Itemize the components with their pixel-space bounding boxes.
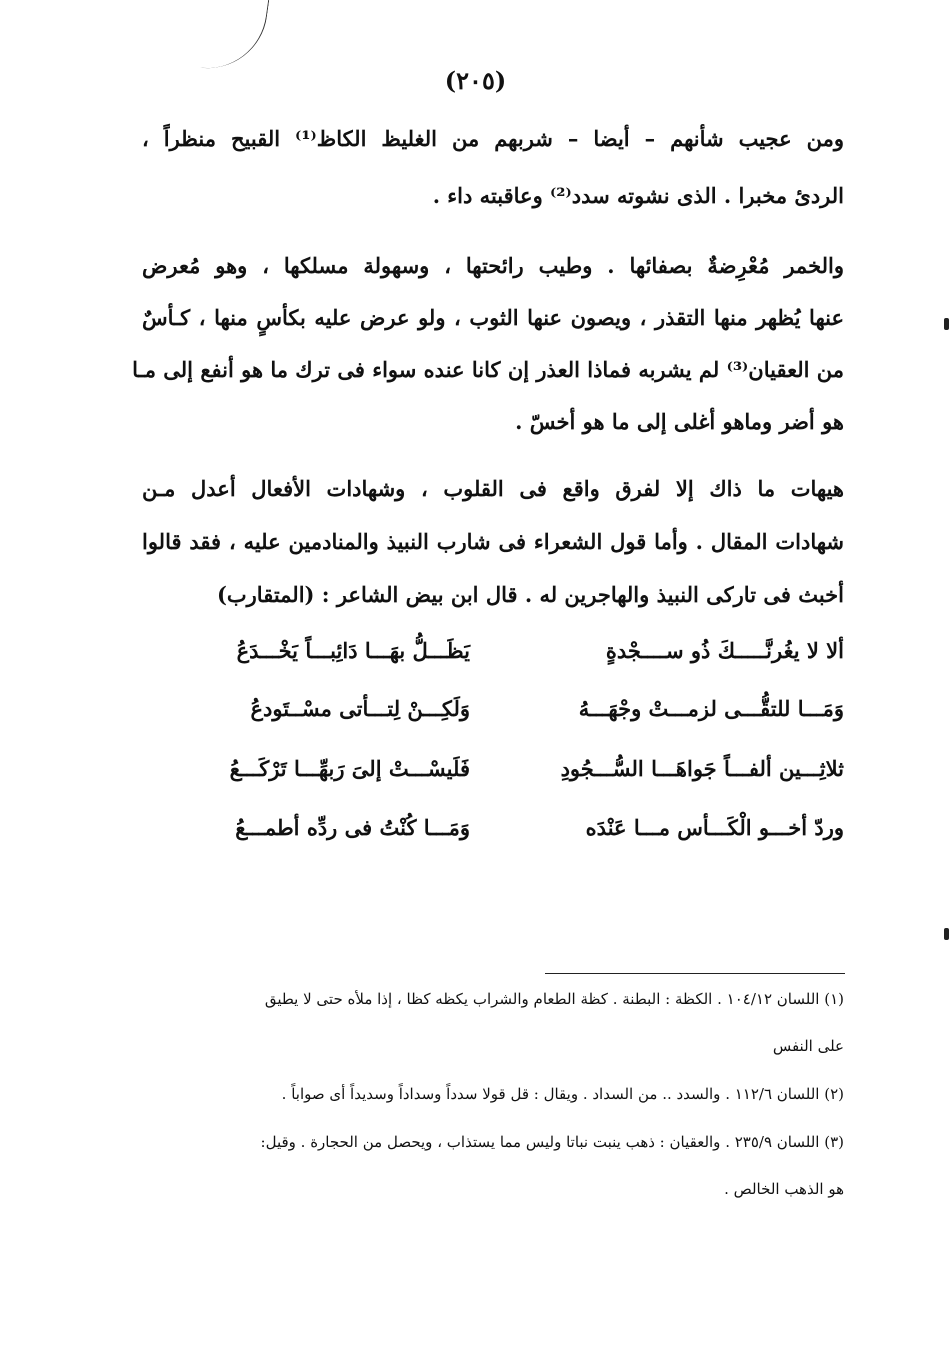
page-number: (٢٠٥) <box>444 66 507 95</box>
footnote-1-line-1: (١) اللسان ١٠٤/١٢ . الكظة : البطنة . كظة الطعام والشراب يكظه كظا ، إذا ملأه حتى لا يطيق <box>264 990 844 1008</box>
footnote-divider <box>545 973 845 974</box>
text-line: ومن عجيب شأنهم – أيضا – شربهم من الغليظ الكاظ⁽¹⁾ القبيح منظراً ، <box>142 126 844 151</box>
text-line: من العقيان⁽³⁾ لم يشربه فماذا العذر إن كانا عنده سواء فى ترك ما هو أنفع إلى مـا <box>132 357 844 382</box>
footnote-3-line-2: هو الذهب الخالص . <box>724 1180 844 1198</box>
text-line: شهادات المقال . وأما قول الشعراء فى شارب النبيذ والمنادمين عليه ، فقد قالوا <box>142 529 844 554</box>
footnote-1-line-2: على النفس <box>772 1037 844 1055</box>
verse-3-first-hemistich: ثلاثِـــين ألفـــاً جَواهَـــا السُّـــجُودِ <box>560 756 844 781</box>
verse-4-second-hemistich: وَمَـــا كُنْتُ فى ردِّه أطمـــعُ <box>235 815 470 840</box>
text-line: هيهات ما ذاك إلا لفرق واقع فى القلوب ، وشهادات الأفعال أعدل مـن <box>142 476 844 501</box>
verse-1-second-hemistich: يَظَـــلُّ بهَـــا دَائِبـــاً يَخْـــدَعُ <box>236 638 470 663</box>
verse-1-first-hemistich: ألا لا يغُرنَّـــــكَ ذُو ســــجْدةٍ <box>605 638 844 663</box>
verse-4-first-hemistich: وردّ أخـــو الْكَـــأس مـــا عَنْدَه <box>585 815 844 840</box>
verse-2-second-hemistich: وَلَكِـــنْ لِتـــأتى مسْــتَودعُ <box>250 696 470 721</box>
footnote-3-line-1: (٣) اللسان ٢٣٥/٩ . والعقيان : ذهب ينبت نباتا وليس مما يستذاب ، ويحصل من الحجارة . وقيل: <box>260 1133 844 1151</box>
verse-2-first-hemistich: وَمَـــا للتقُّـــى لزمـــتْ وجْهَـــهُ <box>578 696 844 721</box>
scan-corner-mark <box>168 0 272 76</box>
text-line: عنها يُظهر منها التقذر ، ويصون عنها الثوب ، ولو عرض عليه بكأسٍ منها ، كـأسٌ <box>142 305 844 330</box>
text-line: الردئ مخبرا . الذى نشوته سدد⁽²⁾ وعاقبته داء . <box>432 183 844 208</box>
scan-edge-mark <box>944 318 949 330</box>
verse-3-second-hemistich: فَلَيسْـــتْ إلىَ رَبهِّـــا تَرْكَـــعُ <box>229 756 470 781</box>
footnote-2-line-1: (٢) اللسان ١١٢/٦ . والسدد .. من السداد . ويقال : قل قولا سدداً وسداداً وسديداً أى صواباً . <box>281 1085 844 1103</box>
scan-edge-mark <box>944 928 949 940</box>
text-line: هو أضر وماهو أغلى إلى ما هو أخسّ . <box>515 409 844 434</box>
text-line: أخبث فى تاركى النبيذ والهاجرين له . قال ابن بيض الشاعر : (المتقارب) <box>216 582 844 607</box>
text-line: والخمر مُعْرِضةٌ بصفائها . وطيب رائحتها ، وسهولة مسلكها ، وهو مُعرض <box>142 253 844 278</box>
